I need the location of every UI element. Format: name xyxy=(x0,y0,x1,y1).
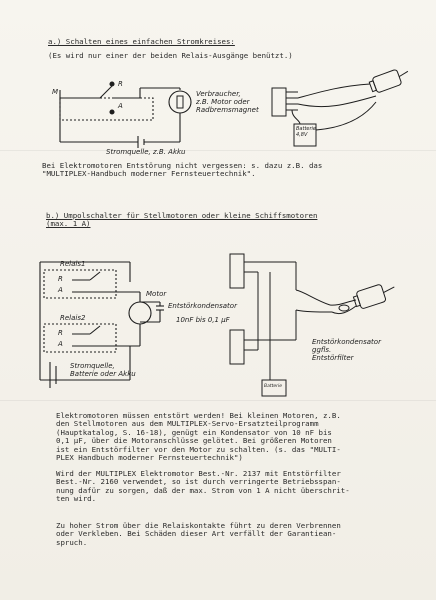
label-r: R xyxy=(118,80,123,88)
label-relais2: Relais2 xyxy=(60,314,86,322)
label-kondensator-value: 10nF bis 0,1 μF xyxy=(176,316,230,324)
section-b-para2: Wird der MULTIPLEX Elektromotor Best.-Nr. 2137 mit Entstörfilter Best.-Nr. 2160 verwendet, so ist durch verringerte Betriebsspan- nung dafür zu sorgen, daß der max. Strom von 1 A nicht überschrit- ten wird. xyxy=(56,469,350,504)
label-relay1-r: R xyxy=(58,275,63,283)
label-stromquelle: Stromquelle, z.B. Akku xyxy=(106,148,186,156)
label-relay2-a: A xyxy=(58,340,63,348)
label-relay2-r: R xyxy=(58,329,63,337)
section-a-title: a.) Schalten eines einfachen Stromkreises: xyxy=(48,37,235,46)
connector-block-b2 xyxy=(230,330,244,364)
motor-symbol-a xyxy=(169,91,191,113)
relay1-box xyxy=(44,270,116,298)
label-entstoer-right: Entstörkondensator ggfls. Entstörfilter xyxy=(312,338,381,362)
label-verbraucher: Verbraucher, z.B. Motor oder Radbremsmagnet xyxy=(196,90,259,114)
label-kondensator: Entstörkondensator xyxy=(168,302,237,310)
label-relais1: Relais1 xyxy=(60,260,86,268)
label-relay1-a: A xyxy=(58,286,63,294)
section-a-subtitle: (Es wird nur einer der beiden Relais-Ausgänge benützt.) xyxy=(48,51,293,60)
label-motor: Motor xyxy=(146,290,167,298)
relay-box-a xyxy=(60,98,153,120)
label-a: A xyxy=(118,102,123,110)
section-b-para3: Zu hoher Strom über die Relaiskontakte führt zu deren Verbrennen oder Verkleben. Bei Schäden dieser Art verfällt der Garantiean- spruch. xyxy=(56,521,341,547)
motor-symbol-b xyxy=(129,302,151,324)
section-b-para1: Elektromotoren müssen entstört werden! Bei kleinen Motoren, z.B. den Stellmotoren aus dem MULTIPLEX-Servo-Ersatzteilprogramm (Hauptkatalog, S. 16-18), genügt ein Kondensator von 10 nF bis 0,1 μF, über die Motoranschlüsse gelötet. Bei größeren Motoren ist ein Entstörfilter vor den Motor zu schalten. (s. das "MULTI- PLEX Handbuch moderner Fernsteuertechnik") xyxy=(56,411,341,463)
label-m: M xyxy=(52,88,59,96)
connector-block-a xyxy=(272,88,286,116)
section-b-title: b.) Umpolschalter für Stellmotoren oder kleine Schiffsmotoren (max. 1 A) xyxy=(46,211,318,229)
label-stromquelle-b: Stromquelle, Batterie oder Akku xyxy=(70,362,136,378)
connector-block-b1 xyxy=(230,254,244,288)
section-a-note: Bei Elektromotoren Entstörung nicht vergessen: s. dazu z.B. das "MULTIPLEX-Handbuch moderner Fernsteuertechnik". xyxy=(42,161,323,179)
label-batterie-b: Batterie xyxy=(264,384,283,389)
label-batterie-a: Batterie 4,8V xyxy=(296,126,317,138)
relay2-box xyxy=(44,324,116,352)
capacitor-b xyxy=(339,305,349,311)
